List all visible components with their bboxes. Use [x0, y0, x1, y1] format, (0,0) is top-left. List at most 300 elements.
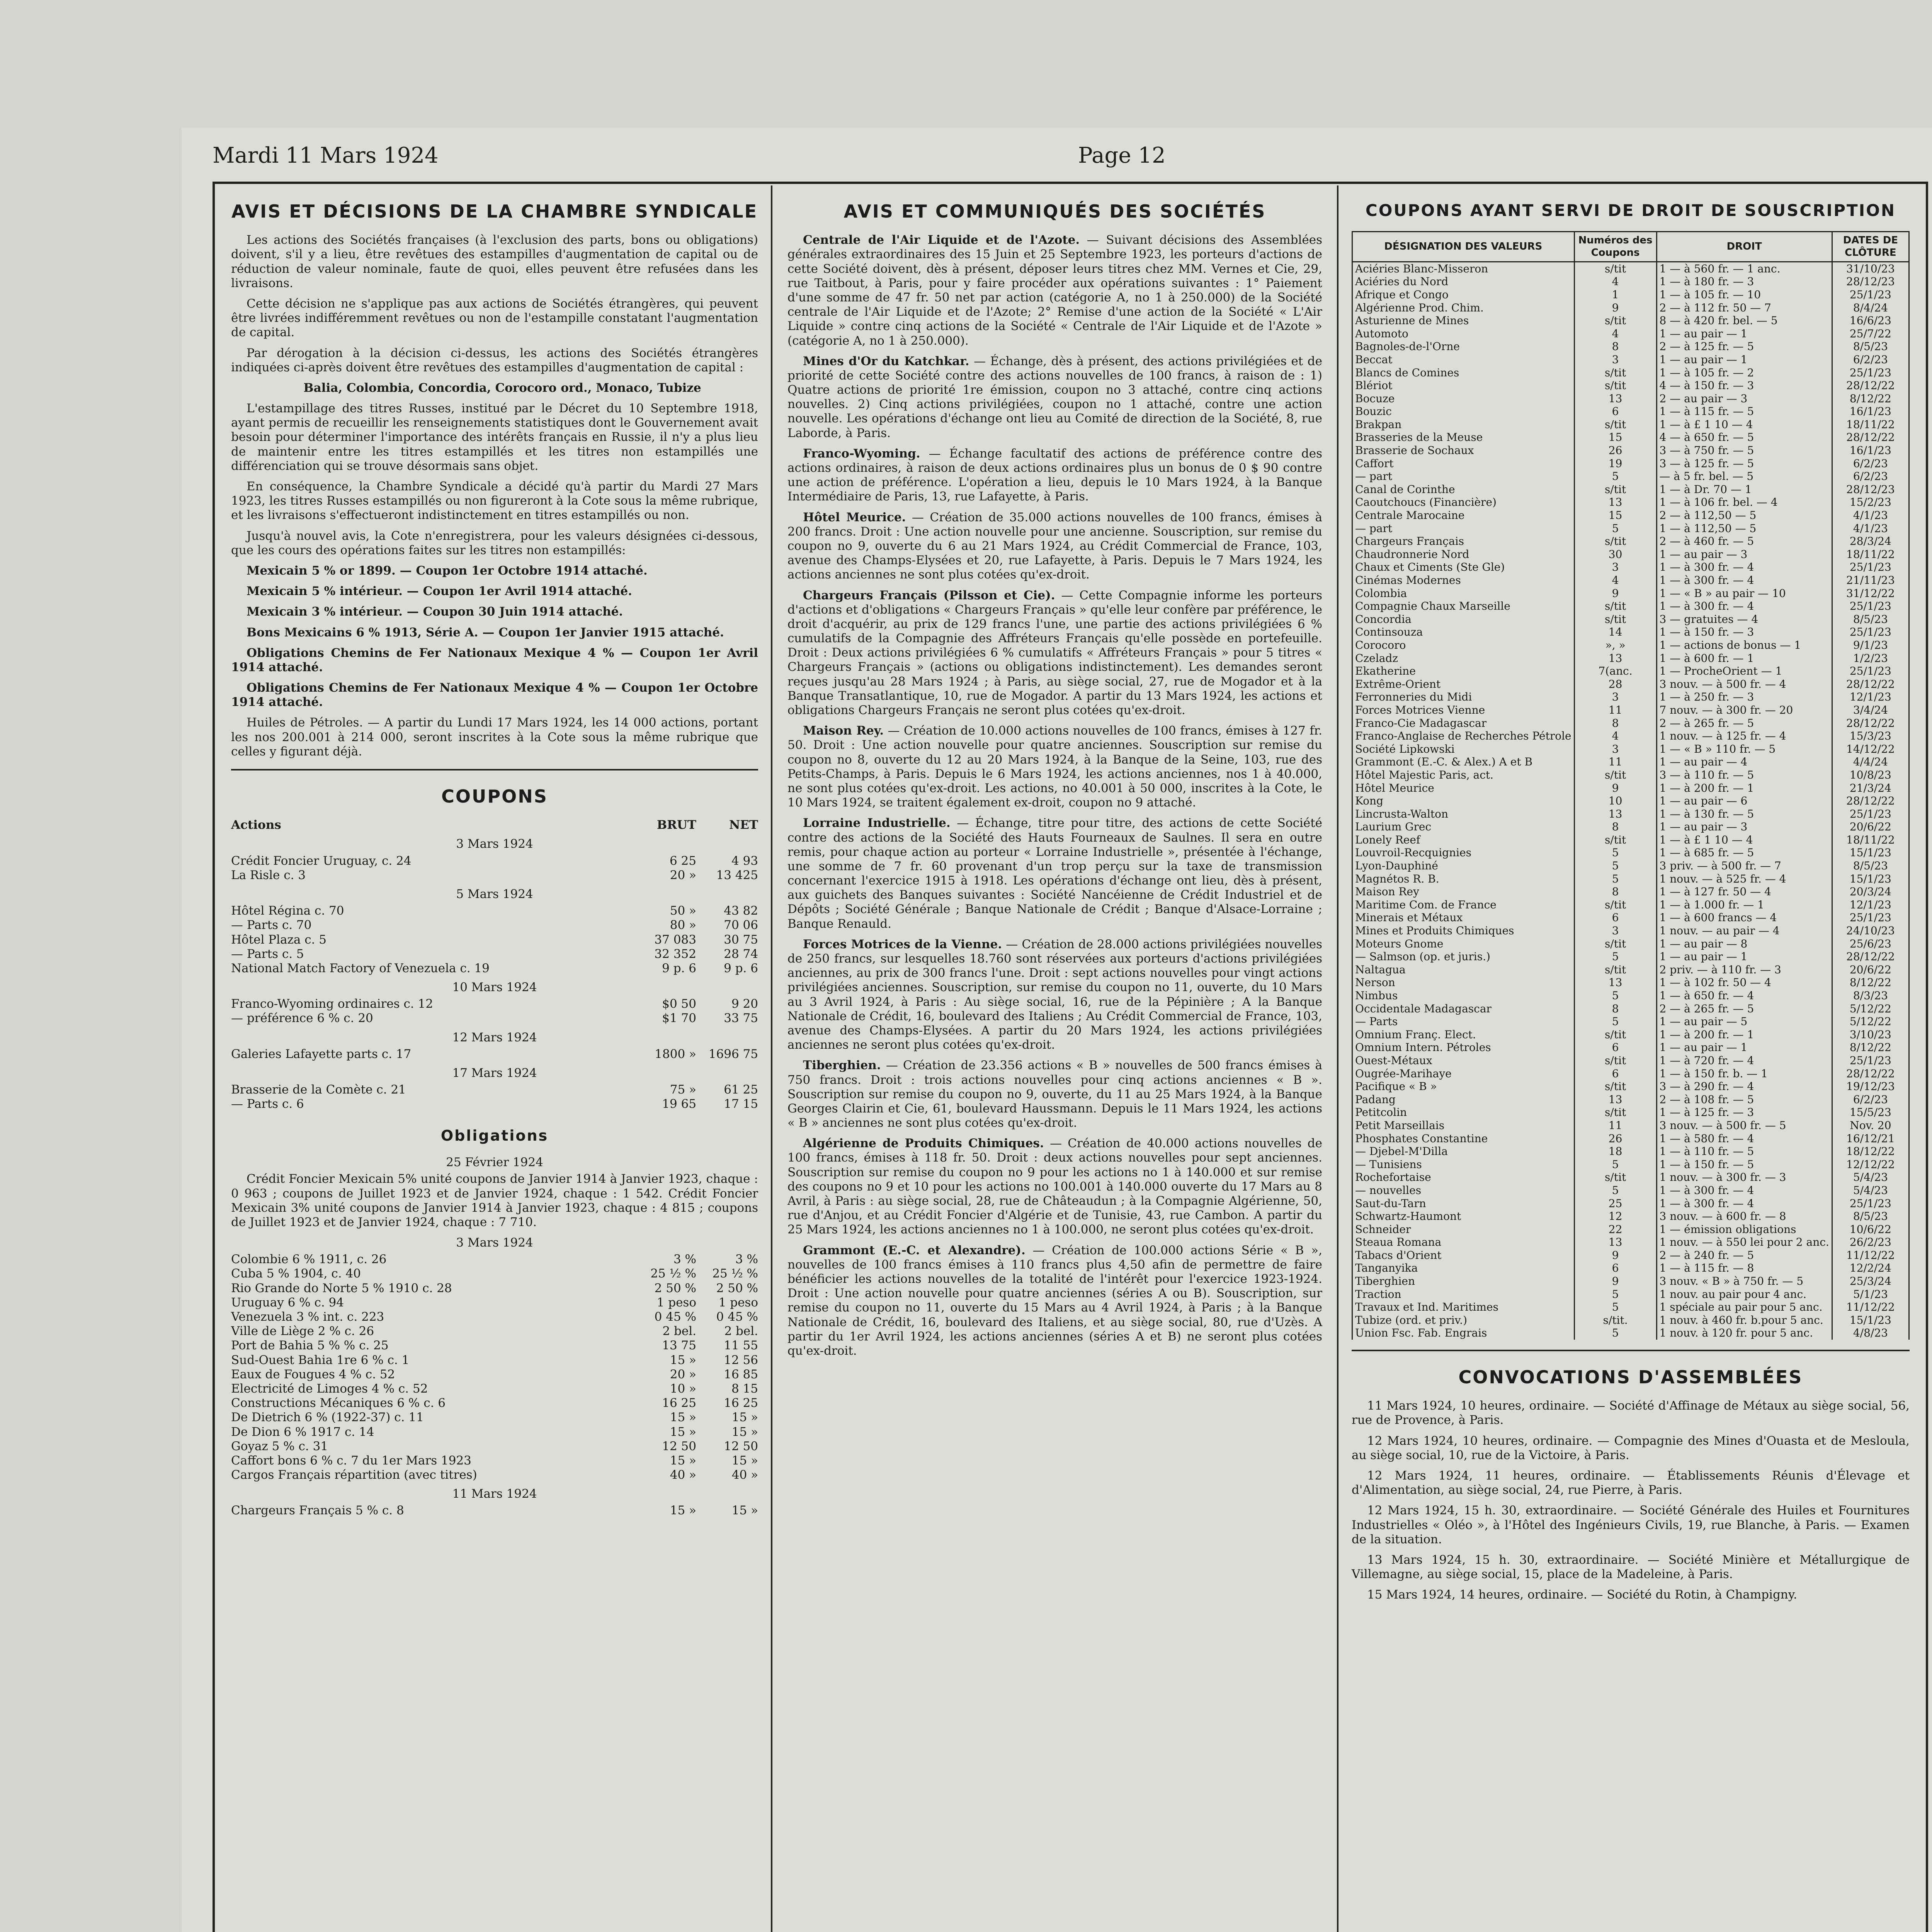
coupon-souscription-row	[1352, 626, 1909, 639]
coupon-souscription-row	[1352, 340, 1909, 353]
droit: 1 — à 150 fr. — 3	[1656, 626, 1832, 639]
avis-paragraph: Balia, Colombia, Concordia, Corocoro ord., Monaco, Tubize	[303, 381, 701, 395]
valeur: Brasseries de la Meuse	[1352, 431, 1575, 444]
date-cloture: 5/1/23	[1832, 1288, 1909, 1301]
valeur: Hôtel Meurice	[1352, 782, 1575, 795]
droit: 1 — à 600 fr. — 1	[1656, 652, 1832, 665]
droit: 1 — à 112,50 — 5	[1656, 522, 1832, 535]
date-cloture: 25/1/23	[1832, 911, 1909, 924]
coupon-souscription-row	[1352, 379, 1909, 392]
droit: 2 — à 112 fr. 50 — 7	[1656, 301, 1832, 315]
coupon-net: 4 93	[731, 854, 758, 868]
avis-item	[787, 724, 1322, 810]
avis-item-head: Maison Rey.	[803, 724, 884, 738]
date-cloture: 5/12/22	[1832, 1002, 1909, 1015]
numero: 8	[1574, 820, 1656, 833]
numero: 15	[1574, 431, 1656, 444]
droit: 1 — à 105 fr. — 10	[1656, 288, 1832, 301]
coupon-date: 12 Mars 1924	[452, 1030, 537, 1044]
date-cloture: 8/5/23	[1832, 1210, 1909, 1223]
coupon-souscription-row	[1352, 769, 1909, 782]
oblig-brut: 15 »	[670, 1425, 696, 1439]
droit: 4 — à 150 fr. — 3	[1656, 379, 1832, 392]
oblig-row	[231, 1468, 758, 1482]
coupon-row	[231, 961, 758, 976]
droit: 1 nouv. au pair pour 4 anc.	[1656, 1288, 1832, 1301]
avis-chambre-text	[231, 233, 758, 759]
numero: s/tit	[1574, 613, 1656, 626]
oblig-net: 12 50	[724, 1439, 758, 1453]
droit: 3 priv. — à 500 fr. — 7	[1656, 859, 1832, 872]
droit: 1 — à 200 fr. — 1	[1656, 782, 1832, 795]
oblig-row	[231, 1324, 758, 1338]
coupon-souscription-row	[1352, 1314, 1909, 1327]
valeur: Aciéries du Nord	[1352, 275, 1575, 288]
oblig-net: 15 »	[731, 1503, 758, 1518]
date-cloture: 11/12/22	[1832, 1249, 1909, 1262]
oblig-net: 2 50 %	[716, 1281, 758, 1295]
droit: 1 — à 650 fr. — 4	[1656, 989, 1832, 1002]
oblig-net: 25 ½ %	[712, 1267, 758, 1281]
obligations-title: Obligations	[440, 1127, 549, 1144]
avis-item	[787, 447, 1322, 504]
coupon-souscription-row	[1352, 898, 1909, 912]
oblig-name: Constructions Mécaniques 6 % c. 6	[231, 1396, 446, 1410]
droit: 1 — à 115 fr. — 8	[1656, 1262, 1832, 1275]
oblig-name: Cargos Français répartition (avec titres)	[231, 1468, 477, 1482]
numero: 13	[1574, 652, 1656, 665]
oblig-brut: 3 %	[673, 1252, 696, 1267]
column-rule	[771, 185, 772, 1932]
coupon-souscription-row	[1352, 548, 1909, 561]
date-cloture: 8/12/22	[1832, 1041, 1909, 1054]
page-number: Page 12	[1078, 143, 1166, 168]
coupon-souscription-row	[1352, 1223, 1909, 1236]
valeur: Brasserie de Sochaux	[1352, 444, 1575, 457]
coupon-souscription-row	[1352, 859, 1909, 872]
oblig-net: 1 peso	[718, 1295, 758, 1310]
coupon-row	[231, 904, 758, 918]
date-cloture: 15/5/23	[1832, 1106, 1909, 1119]
date-cloture: 16/1/23	[1832, 405, 1909, 418]
coupon-souscription-row	[1352, 963, 1909, 976]
numero: s/tit	[1574, 418, 1656, 431]
oblig-net: 15 »	[731, 1425, 758, 1439]
coupon-souscription-row	[1352, 1106, 1909, 1119]
oblig-net: 11 55	[724, 1338, 758, 1353]
coupon-brut: $0 50	[662, 997, 696, 1011]
droit: 1 — « B » 110 fr. — 5	[1656, 743, 1832, 756]
oblig-net: 2 bel.	[724, 1324, 758, 1338]
oblig-name: Goyaz 5 % c. 31	[231, 1439, 328, 1453]
valeur: Chaudronnerie Nord	[1352, 548, 1575, 561]
oblig-row	[231, 1353, 758, 1367]
oblig-name: Venezuela 3 % int. c. 223	[231, 1310, 384, 1324]
coupon-name: Brasserie de la Comète c. 21	[231, 1083, 406, 1097]
numero: s/tit	[1574, 379, 1656, 392]
coupon-souscription-row	[1352, 989, 1909, 1002]
numero: 22	[1574, 1223, 1656, 1236]
date-cloture: 5/4/23	[1832, 1184, 1909, 1197]
coupon-net: 17 15	[724, 1097, 758, 1111]
avis-item-text: — Suivant décisions des Assemblées générales extraordinaires des 15 Juin et 25 Septembre 1923, les porteurs d'actions de cette Société doivent, dès à présent, déposer leurs titres chez MM. Vernes et Cie, 29, rue Taitbout, à Paris, pour y faire procéder aux opérations suivantes : 1° Paiement d'une somme de 47 fr. 50 net par action (catégorie A, no 1 à 250.000) de la Société centrale de l'Air Liquide et de l'Azote; 2° Remise d'une action de la Société « L'Air Liquide » contre cinq actions de la Société « Centrale de l'Air Liquide et de l'Azote » (catégorie A, no 1 à 250.000).	[787, 233, 1323, 348]
numero: 5	[1574, 859, 1656, 872]
convocation: 12 Mars 1924, 11 heures, ordinaire. — Établissements Réunis d'Élevage et d'Alimentation, au siège social, 24, rue Pierre, à Paris.	[1352, 1468, 1910, 1497]
valeur: Automoto	[1352, 327, 1575, 340]
oblig-net: 15 »	[731, 1453, 758, 1468]
valeur: — Djebel-M'Dilla	[1352, 1145, 1575, 1158]
numero: 11	[1574, 755, 1656, 769]
convocation: 15 Mars 1924, 14 heures, ordinaire. — Société du Rotin, à Champigny.	[1367, 1588, 1798, 1602]
coupon-souscription-row	[1352, 730, 1909, 743]
coupon-name: Franco-Wyoming ordinaires c. 12	[231, 997, 433, 1011]
valeur: Maison Rey	[1352, 885, 1575, 898]
coupon-souscription-row	[1352, 262, 1909, 275]
coupon-souscription-row	[1352, 717, 1909, 730]
date-cloture: 6/2/23	[1832, 470, 1909, 483]
numero: 14	[1574, 626, 1656, 639]
valeur: Tiberghien	[1352, 1275, 1575, 1288]
date-cloture: 28/12/22	[1832, 678, 1909, 691]
valeur: Mines et Produits Chimiques	[1352, 924, 1575, 937]
valeur: Petit Marseillais	[1352, 1119, 1575, 1132]
coupon-net: 1696 75	[708, 1047, 758, 1061]
valeur: Centrale Marocaine	[1352, 509, 1575, 522]
oblig-date: 3 Mars 1924	[456, 1236, 533, 1250]
obligations-list	[231, 1155, 758, 1518]
th-dates: DATES DE CLÔTURE	[1832, 232, 1909, 262]
valeur: Afrique et Congo	[1352, 288, 1575, 301]
droit: 1 — à 150 fr. b. — 1	[1656, 1067, 1832, 1080]
valeur: Franco-Cie Madagascar	[1352, 717, 1575, 730]
droit: 1 — à 560 fr. — 1 anc.	[1656, 262, 1832, 275]
coupon-souscription-row	[1352, 301, 1909, 315]
numero: 6	[1574, 1041, 1656, 1054]
numero: 19	[1574, 457, 1656, 470]
avis-item-head: Lorraine Industrielle.	[803, 816, 951, 830]
coupon-souscription-row	[1352, 1301, 1909, 1314]
droit: 1 — ProcheOrient — 1	[1656, 665, 1832, 678]
oblig-brut: 15 »	[670, 1410, 696, 1425]
numero: 5	[1574, 522, 1656, 535]
valeur: Forces Motrices Vienne	[1352, 704, 1575, 717]
avis-paragraph: Mexicain 5 % or 1899. — Coupon 1er Octobre 1914 attaché.	[247, 563, 648, 578]
coupon-name: — Parts c. 5	[231, 947, 304, 961]
coupon-souscription-row	[1352, 327, 1909, 340]
date-cloture: 8/4/24	[1832, 301, 1909, 315]
valeur: Ougrée-Marihaye	[1352, 1067, 1575, 1080]
valeur: Beccat	[1352, 353, 1575, 366]
date-cloture: 12/2/24	[1832, 1262, 1909, 1275]
droit: 1 — à 105 fr. — 2	[1656, 366, 1832, 379]
oblig-brut: 16 25	[662, 1396, 696, 1410]
oblig-brut: 20 »	[670, 1367, 696, 1381]
valeur: Lonely Reef	[1352, 833, 1575, 847]
numero: 11	[1574, 704, 1656, 717]
avis-item	[787, 1136, 1322, 1237]
numero: s/tit	[1574, 366, 1656, 379]
droit: 2 — à 240 fr. — 5	[1656, 1249, 1832, 1262]
valeur: Société Lipkowski	[1352, 743, 1575, 756]
numero: », »	[1574, 639, 1656, 652]
avis-paragraph: Mexicain 3 % intérieur. — Coupon 30 Juin 1914 attaché.	[247, 605, 623, 619]
valeur: Phosphates Constantine	[1352, 1132, 1575, 1145]
droit: 3 — à 110 fr. — 5	[1656, 769, 1832, 782]
valeur: Schneider	[1352, 1223, 1575, 1236]
coupon-brut: 80 »	[670, 918, 696, 932]
coupon-souscription-row	[1352, 1093, 1909, 1106]
oblig-row	[231, 1439, 758, 1454]
coupon-row	[231, 1011, 758, 1026]
droit: 2 — à 108 fr. — 5	[1656, 1093, 1832, 1106]
date-cloture: 8/12/22	[1832, 976, 1909, 989]
numero: 8	[1574, 1002, 1656, 1015]
valeur: Union Fsc. Fab. Engrais	[1352, 1327, 1575, 1340]
droit: 3 nouv. « B » à 750 fr. — 5	[1656, 1275, 1832, 1288]
avis-item	[787, 588, 1322, 718]
coupon-souscription-row	[1352, 496, 1909, 509]
numero: 9	[1574, 1249, 1656, 1262]
coupon-souscription-row	[1352, 574, 1909, 587]
coupon-name: — Parts c. 70	[231, 918, 312, 932]
numero: s/tit	[1574, 937, 1656, 951]
date-cloture: 5/12/22	[1832, 1015, 1909, 1028]
valeur: — nouvelles	[1352, 1184, 1575, 1197]
droit: 1 — au pair — 3	[1656, 548, 1832, 561]
oblig-name: Electricité de Limoges 4 % c. 52	[231, 1381, 428, 1396]
oblig-date: 11 Mars 1924	[452, 1487, 537, 1501]
numero: s/tit	[1574, 1080, 1656, 1093]
coupon-souscription-row	[1352, 431, 1909, 444]
oblig-name: Sud-Ouest Bahia 1re 6 % c. 1	[231, 1353, 410, 1367]
droit: 1 nouv. — à 125 fr. — 4	[1656, 730, 1832, 743]
date-cloture: 4/4/24	[1832, 755, 1909, 769]
valeur: — Parts	[1352, 1015, 1575, 1028]
coupon-name: Hôtel Régina c. 70	[231, 904, 344, 918]
avis-paragraph: L'estampillage des titres Russes, institué par le Décret du 10 Septembre 1918, ayant permis de recueillir les renseignements statistiques dont le Gouvernement avait besoin pour déterminer l'importance des intérêts français en Russie, il n'y a plus lieu de maintenir entre les titres estampillés et les titres non estampillés une différenciation qui se trouve désormais sans objet.	[231, 401, 758, 473]
droit: 1 — à 1.000 fr. — 1	[1656, 898, 1832, 912]
coupons-title: COUPONS	[441, 786, 548, 807]
avis-item-head: Chargeurs Français (Pilsson et Cie).	[803, 588, 1055, 602]
avis-item-text: — Création de 40.000 actions nouvelles de 100 francs, émises à 118 fr. 50. Droit : deux actions nouvelles pour sept anciennes. Souscription sur remise du coupon no 9 pour les actions no 1 à 140.000 et sur remise des coupons no 9 et 10 pour les actions no 100.001 à 140.000 ouverte du 17 Mars au 8 Avril, à Paris : au siège social, 28, rue de Châteaudun ; à la Compagnie Algérienne, 50, rue d'Anjou, et au Crédit Foncier d'Algérie et de Tunisie, 43, rue Cambon. A partir du 25 Mars 1924, les actions anciennes no 1 à 100.000, ne seront plus cotées qu'ex-droit.	[787, 1136, 1323, 1237]
coupon-name: National Match Factory of Venezuela c. 19	[231, 961, 490, 975]
coupon-name: — préférence 6 % c. 20	[231, 1011, 373, 1026]
avis-item-head: Grammont (E.-C. et Alexandre).	[803, 1243, 1026, 1257]
coupon-souscription-row	[1352, 976, 1909, 989]
droit: 1 — au pair — 4	[1656, 755, 1832, 769]
valeur: Bocuze	[1352, 392, 1575, 405]
coupon-souscription-row	[1352, 846, 1909, 859]
droit: 2 — au pair — 3	[1656, 392, 1832, 405]
date-cloture: 25/1/23	[1832, 561, 1909, 574]
oblig-row	[231, 1396, 758, 1410]
numero: 26	[1574, 1132, 1656, 1145]
date-cloture: 25/1/23	[1832, 366, 1909, 379]
coupon-brut: 9 p. 6	[662, 961, 696, 975]
coupon-souscription-row	[1352, 665, 1909, 678]
coupon-souscription-row	[1352, 483, 1909, 496]
date-cloture: 31/10/23	[1832, 262, 1909, 275]
coupon-row	[231, 1083, 758, 1097]
date-cloture: 3/4/24	[1832, 704, 1909, 717]
numero: s/tit	[1574, 833, 1656, 847]
droit: 1 — à £ 1 10 — 4	[1656, 418, 1832, 431]
numero: 18	[1574, 1145, 1656, 1158]
date-cloture: 25/1/23	[1832, 665, 1909, 678]
numero: 13	[1574, 496, 1656, 509]
issue-date: Mardi 11 Mars 1924	[213, 143, 439, 168]
droit: 2 — à 265 fr. — 5	[1656, 717, 1832, 730]
droit: 1 — à 110 fr. — 5	[1656, 1145, 1832, 1158]
date-cloture: 28/3/24	[1832, 535, 1909, 548]
numero: s/tit	[1574, 535, 1656, 548]
numero: 6	[1574, 1262, 1656, 1275]
numero: 5	[1574, 1327, 1656, 1340]
droit: 1 — à 150 fr. — 5	[1656, 1158, 1832, 1171]
droit: 1 — au pair — 8	[1656, 937, 1832, 951]
valeur: Ekatherine	[1352, 665, 1575, 678]
avis-item-head: Forces Motrices de la Vienne.	[803, 937, 1002, 951]
avis-item-head: Centrale de l'Air Liquide et de l'Azote.	[803, 233, 1080, 247]
date-cloture: 28/12/22	[1832, 1067, 1909, 1080]
coupon-name: Crédit Foncier Uruguay, c. 24	[231, 854, 412, 868]
date-cloture: 1/2/23	[1832, 652, 1909, 665]
coupon-souscription-row	[1352, 782, 1909, 795]
coupon-date: 10 Mars 1924	[452, 980, 537, 995]
coupons-col-brut: BRUT	[656, 818, 696, 832]
avis-paragraph: Jusqu'à nouvel avis, la Cote n'enregistrera, pour les valeurs désignées ci-dessous, que les cours des opérations faites sur les titres non estampillés:	[231, 529, 758, 557]
droit: 1 nouv. à 120 fr. pour 5 anc.	[1656, 1327, 1832, 1340]
valeur: Bouzic	[1352, 405, 1575, 418]
oblig-row	[231, 1296, 758, 1310]
numero: 5	[1574, 872, 1656, 886]
coupon-brut: 6 25	[669, 854, 696, 868]
numero: 15	[1574, 509, 1656, 522]
coupon-souscription-row	[1352, 652, 1909, 665]
avis-item	[787, 816, 1322, 931]
coupon-souscription-row	[1352, 885, 1909, 898]
numero: 4	[1574, 574, 1656, 587]
date-cloture: 3/10/23	[1832, 1028, 1909, 1041]
coupon-souscription-row	[1352, 808, 1909, 821]
oblig-brut: 15 »	[670, 1503, 696, 1518]
droit: 2 — à 460 fr. — 5	[1656, 535, 1832, 548]
date-cloture: 25/1/23	[1832, 1054, 1909, 1067]
date-cloture: 6/2/23	[1832, 1093, 1909, 1106]
oblig-text: Crédit Foncier Mexicain 5% unité coupons de Janvier 1914 à Janvier 1923, chaque : 0 963 ; coupons de Juillet 1923 et de Janvier 1924, chaque : 1 542. Crédit Foncier Mexicain 3% unité coupons de Janvier 1914 à Janvier 1923, chaque : 4 815 ; coupons de Juillet 1923 et de Janvier 1924, chaque : 7 710.	[231, 1172, 758, 1229]
date-cloture: 21/3/24	[1832, 782, 1909, 795]
date-cloture: 8/5/23	[1832, 859, 1909, 872]
date-cloture: 18/11/22	[1832, 833, 1909, 847]
numero: 25	[1574, 1197, 1656, 1210]
droit: 1 — à 600 francs — 4	[1656, 911, 1832, 924]
droit: 2 — à 125 fr. — 5	[1656, 340, 1832, 353]
numero: 26	[1574, 444, 1656, 457]
date-cloture: 20/6/22	[1832, 963, 1909, 976]
date-cloture: 28/12/23	[1832, 275, 1909, 288]
numero: 4	[1574, 327, 1656, 340]
valeur: Aciéries Blanc-Misseron	[1352, 262, 1575, 275]
droit: 7 nouv. — à 300 fr. — 20	[1656, 704, 1832, 717]
droit: 2 priv. — à 110 fr. — 3	[1656, 963, 1832, 976]
coupon-brut: 1800 »	[655, 1047, 696, 1061]
valeur: Rochefortaise	[1352, 1171, 1575, 1184]
avis-item-text: — Création de 28.000 actions privilégiées nouvelles de 250 francs, sur lesquelles 18.760 sont réservées aux porteurs d'actions privilégiées anciennes, au prix de 300 francs l'une. Droit : sept actions nouvelles pour vingt actions privilégiées anciennes. Souscription, sur remise du coupon no 11, ouverte, du 10 Mars au 3 Avril 1924, à Paris : Au siège social, 16, rue de la Pépinière ; A la Banque Nationale de Crédit, 16, boulevard des Italiens ; Au Crédit Commercial de France, 103, avenue des Champs-Elysées. A partir du 20 Mars 1924, les actions privilégiées anciennes ne seront plus cotées qu'ex-droit.	[787, 937, 1322, 1052]
coupon-souscription-row	[1352, 366, 1909, 379]
coupon-row	[231, 1097, 758, 1111]
coupon-souscription-row	[1352, 755, 1909, 769]
coupon-souscription-row	[1352, 833, 1909, 847]
droit: 1 — à 720 fr. — 4	[1656, 1054, 1832, 1067]
date-cloture: 18/11/22	[1832, 418, 1909, 431]
numero: s/tit	[1574, 1106, 1656, 1119]
th-numeros: Numéros des Coupons	[1574, 232, 1656, 262]
date-cloture: 19/12/23	[1832, 1080, 1909, 1093]
coupon-souscription-row	[1352, 1197, 1909, 1210]
coupons-souscription-table	[1352, 231, 1910, 1340]
coupon-souscription-row	[1352, 820, 1909, 833]
avis-item-text: — Création de 100.000 actions Série « B », nouvelles de 100 francs émises à 110 francs plus 4,50 afin de permettre de faire bénéficier les actions nouvelles de la totalité de l'intérêt pour l'exercice 1923-1924. Droit : Une action nouvelle pour quatre anciennes (séries A ou B). Souscription, sur remise du coupon no 11, ouverte du 15 Mars au 4 Avril 1924, à Paris ; à la Banque Nationale de Crédit, 16, boulevard des Italiens, et au siège social, 80, rue d'Uzès. A partir du 1er Avril 1924, les actions anciennes (séries A et B) ne seront plus cotées qu'ex-droit.	[787, 1243, 1322, 1358]
convocation: 12 Mars 1924, 10 heures, ordinaire. — Compagnie des Mines d'Ouasta et de Mesloula, au siège social, 10, rue de la Victoire, à Paris.	[1352, 1434, 1910, 1462]
avis-paragraph: En conséquence, la Chambre Syndicale a décidé qu'à partir du Mardi 27 Mars 1923, les titres Russes estampillés ou non figureront à la Cote sous la même rubrique, et les livraisons s'effectueront indistinctement en titres estampillés ou non.	[231, 480, 758, 522]
date-cloture: 16/12/21	[1832, 1132, 1909, 1145]
oblig-row	[231, 1281, 758, 1296]
coupon-brut: 75 »	[670, 1083, 696, 1097]
valeur: Chaux et Ciments (Ste Gle)	[1352, 561, 1575, 574]
date-cloture: 15/1/23	[1832, 846, 1909, 859]
coupon-net: 28 74	[724, 947, 758, 961]
valeur: Magnétos R. B.	[1352, 872, 1575, 886]
column-rule	[1337, 185, 1338, 1932]
droit: 3 — à 750 fr. — 5	[1656, 444, 1832, 457]
date-cloture: 18/11/22	[1832, 548, 1909, 561]
numero: s/tit	[1574, 963, 1656, 976]
valeur: Tubize (ord. et priv.)	[1352, 1314, 1575, 1327]
valeur: Corocoro	[1352, 639, 1575, 652]
oblig-name: Cuba 5 % 1904, c. 40	[231, 1267, 361, 1281]
valeur: Louvroil-Recquignies	[1352, 846, 1575, 859]
numero: 3	[1574, 353, 1656, 366]
date-cloture: 15/1/23	[1832, 1314, 1909, 1327]
page-header	[213, 143, 1928, 178]
coupon-souscription-row	[1352, 1210, 1909, 1223]
coupon-brut: 20 »	[670, 868, 696, 882]
valeur: Bagnoles-de-l'Orne	[1352, 340, 1575, 353]
coupon-souscription-row	[1352, 1054, 1909, 1067]
column-avis-societes	[777, 185, 1333, 1932]
numero: 5	[1574, 1184, 1656, 1197]
valeur: Czeladz	[1352, 652, 1575, 665]
numero: 13	[1574, 392, 1656, 405]
droit: 1 — à Dr. 70 — 1	[1656, 483, 1832, 496]
coupons-souscription-title: COUPONS AYANT SERVI DE DROIT DE SOUSCRIPTION	[1365, 201, 1896, 220]
coupon-net: 9 p. 6	[724, 961, 758, 975]
coupon-brut: 50 »	[670, 904, 696, 918]
numero: s/tit.	[1574, 1314, 1656, 1327]
avis-item-head: Mines d'Or du Katchkar.	[803, 354, 969, 368]
th-designation: DÉSIGNATION DES VALEURS	[1352, 232, 1575, 262]
avis-paragraph: Les actions des Sociétés françaises (à l'exclusion des parts, bons ou obligations) doivent, s'il y a lieu, être revêtues des estampilles d'augmentation de capital ou de réduction de valeur nominale, faute de quoi, elles peuvent être refusées dans les livraisons.	[231, 233, 758, 290]
coupon-souscription-row	[1352, 1119, 1909, 1132]
oblig-brut: 13 75	[662, 1338, 696, 1353]
avis-chambre-title: AVIS ET DÉCISIONS DE LA CHAMBRE SYNDICALE	[231, 201, 758, 222]
numero: 6	[1574, 1067, 1656, 1080]
valeur: Asturienne de Mines	[1352, 314, 1575, 327]
droit: 1 — au pair — 5	[1656, 1015, 1832, 1028]
coupon-souscription-row	[1352, 314, 1909, 327]
oblig-row	[231, 1367, 758, 1382]
valeur: Brakpan	[1352, 418, 1575, 431]
